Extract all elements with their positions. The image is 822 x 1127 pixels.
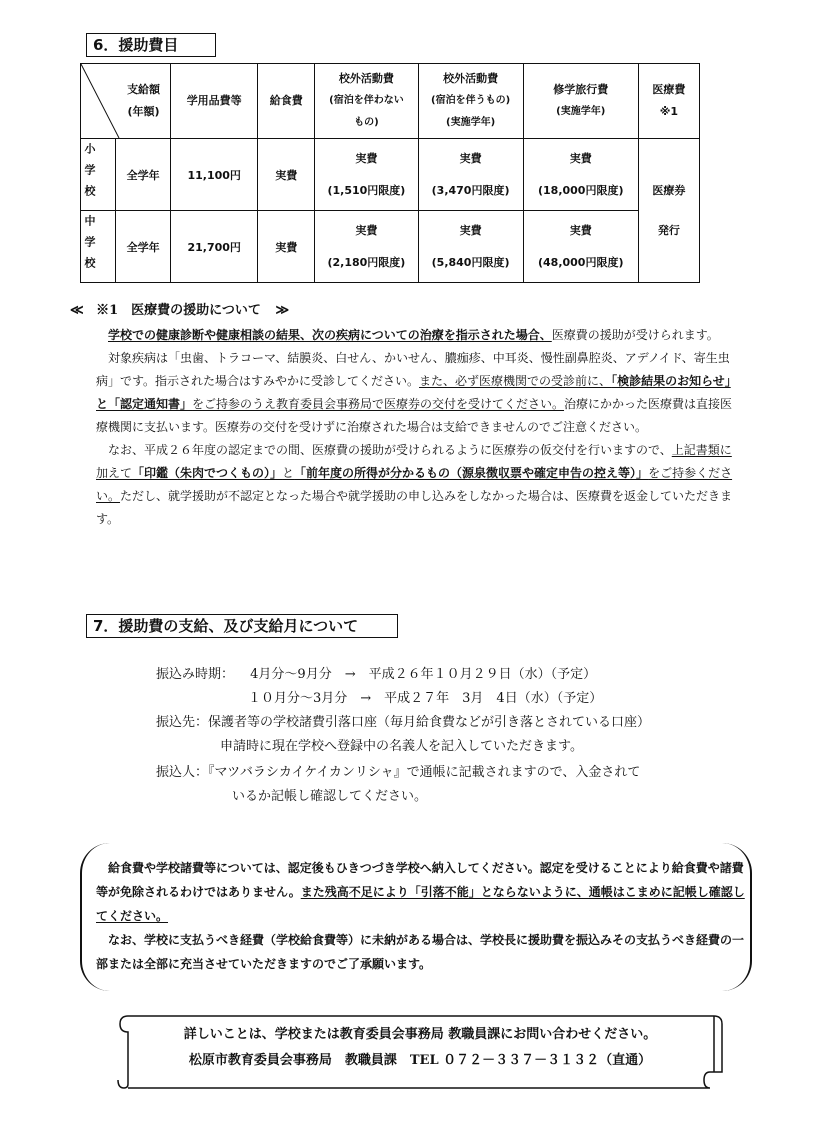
p3-g: ただし、就学援助が不認定となった場合や就学援助の申し込みをしなかった場合は、医療費を返金していただきます。 [96,489,733,526]
notice-line-3: なお、学校に支払うべき経費（学校給食費等）に未納がある場合は、学校長に援助費を振込みその支払うべき経費の一部または全部に充当させていただきますのでご了承願います。 [96,933,745,971]
header-activity-no-stay-l3: もの) [354,117,379,128]
medical-note-heading-text: ※1 医療費の援助について [96,303,261,318]
grade-cell: 全学年 [116,139,171,211]
notice-line-2b: また残高不足により「引落不能」とならないように、通帳はこまめに記帳し確認してください。 [96,885,745,923]
header-activity-no-stay-l2: (宿泊を伴わない [329,95,404,106]
medical-note-p3 [96,439,736,531]
transfer-period-1: 4月分～9月分 → 平成２６年１０月２９日（水）（予定） [250,667,597,682]
p2-a: 対象疾病は「虫歯、トラコーマ、結膜炎、白せん、かいせん、膿痂疹、中耳炎、慢性副鼻腔炎、アデノイド、寄生虫病」です。指示された場合はすみやかに受診してください。 [96,351,730,388]
header-trip [523,64,638,139]
header-amount-cell [81,64,171,139]
school-label-junior-high: 中学校 [81,211,116,283]
activity-stay-value: 実費 [459,223,482,237]
lunch-cell: 実費 [258,211,315,283]
p2-b: また、必ず医療機関での受診前に、 [419,374,612,388]
dest-note: 申請時に現在学校へ登録中の名義人を記入していただきます。 [220,739,583,754]
activity-stay-limit: (5,840円限度) [431,255,510,269]
transfer-label: 振込み時期： [156,667,235,682]
heading-close-mark: ≫ [275,303,290,318]
table-row [81,139,700,211]
p3-d: と [282,466,295,480]
header-trip-l1: 修学旅行費 [553,83,609,96]
section7-title: 7．援助費の支給、及び支給月について [86,614,398,638]
supplies-cell: 21,700円 [171,211,258,283]
payer-label: 振込人： [156,765,209,780]
activity-stay-cell [418,211,523,283]
activity-no-stay-cell [315,139,418,211]
p3-b: 上記書類に加えて [96,443,732,480]
dest-account: 保護者等の学校諸費引落口座（毎月給食費などが引き落とされている口座） [208,715,651,730]
p2-e: 治療にかかった医療費は直接医療機関に支払います。医療券の交付を受けずに治療された場合は支給できませんのでご注意ください。 [96,397,733,434]
activity-no-stay-limit: (2,180円限度) [327,255,406,269]
supplies-cell: 11,100円 [171,139,258,211]
header-activity-stay [418,64,523,139]
p3-f: をご持参ください。 [96,466,733,503]
transfer-payer-note [232,785,427,808]
medical-note-heading [70,299,289,318]
p3-a: なお、平成２６年度の認定までの間、医療費の援助が受けられるように医療券の仮交付を行いますので、 [108,443,672,457]
medical-note-p2 [96,347,736,439]
medical-issue: 発行 [657,223,680,237]
p2-d: をご持参のうえ教育委員会事務局で医療券の交付を受けてください。 [192,397,565,411]
trip-limit: (18,000円限度) [537,183,624,197]
header-activity-stay-l2: (宿泊を伴うもの) [431,95,511,106]
header-supplies: 学用品費等 [171,64,258,139]
transfer-timing-row-2 [248,687,602,710]
header-activity-no-stay-l1: 校外活動費 [338,72,394,85]
header-activity-stay-l3: (実施学年) [446,117,496,128]
transfer-payer [156,761,640,784]
activity-no-stay-limit: (1,510円限度) [327,183,406,197]
table-header-row [81,64,700,139]
activity-stay-cell [418,139,523,211]
table-row [81,211,700,283]
notice-line-2a: 給食費や諸費等が免除されるわけではありません。 [96,861,744,899]
header-trip-l2: (実施学年) [556,106,606,117]
transfer-destination [156,711,650,734]
transfer-period-2: １０月分～3月分 → 平成２７年 3月 4日（水）（予定） [248,691,603,706]
transfer-timing-row-1 [156,663,596,686]
notice-line-1: 給食費や学校諸費等については、認定後もひきつづき学校へ納入してください。認定を受けることにより給食費や諸費等が免除されるわけではありません。また残高不足により「引落不能」とならないように、通帳はこまめに記帳し確認してください。 [96,861,745,923]
medical-note-p1 [96,324,736,347]
activity-stay-value: 実費 [459,151,482,165]
section6-title: 6．援助費目 [86,33,216,57]
header-medical-l2: ※1 [659,105,679,118]
school-label-elementary: 小学校 [81,139,116,211]
lunch-cell: 実費 [258,139,315,211]
p3-c: 「印鑑（朱肉でつくもの）」 [132,466,283,480]
payer-name: 『マツバラシカイケイカンリシャ』で通帳に記載されますので、入金されて [208,765,641,780]
header-medical [638,64,699,139]
activity-no-stay-cell [315,211,418,283]
aid-items-table [80,63,700,283]
header-medical-l1: 医療費 [652,83,686,96]
header-activity-stay-l1: 校外活動費 [443,72,499,85]
contact-line-2: 松原市教育委員会事務局 教職員課 TEL ０７２－３３７－３１３２（直通） [188,1053,652,1068]
medical-note-body [96,324,736,531]
activity-no-stay-value: 実費 [355,151,378,165]
medical-cell [638,139,699,283]
header-lunch: 給食費 [258,64,315,139]
dest-label: 振込先： [156,715,209,730]
activity-stay-limit: (3,470円限度) [431,183,510,197]
trip-value: 実費 [569,151,592,165]
medical-voucher: 医療券 [652,183,686,197]
header-amount-label: 支給額 [127,83,161,96]
payer-note: いるか記帳し確認してください。 [232,789,428,804]
contact-line-1: 詳しいことは、学校または教育委員会事務局 教職員課にお問い合わせください。 [183,1027,657,1042]
notice-text [96,856,746,976]
trip-limit: (48,000円限度) [537,255,624,269]
trip-cell [523,211,638,283]
grade-cell: 全学年 [116,211,171,283]
trip-cell [523,139,638,211]
header-amount-unit: (年額) [127,105,160,118]
p1-underlined: 学校での健康診断や健康相談の結果、次の疾病についての治療を指示された場合、 [108,328,552,342]
activity-no-stay-value: 実費 [355,223,378,237]
trip-value: 実費 [569,223,592,237]
heading-open-mark: ≪ [70,303,84,318]
p3-e: 「前年度の所得が分かるもの（源泉徴収票や確定申告の控え等）」 [294,466,649,480]
transfer-destination-note [220,735,583,758]
p1-rest: 医療費の援助が受けられます。 [551,328,719,342]
header-activity-no-stay [315,64,418,139]
p2-c: 「検診結果のお知らせ」と「認定通知書」 [96,374,731,411]
